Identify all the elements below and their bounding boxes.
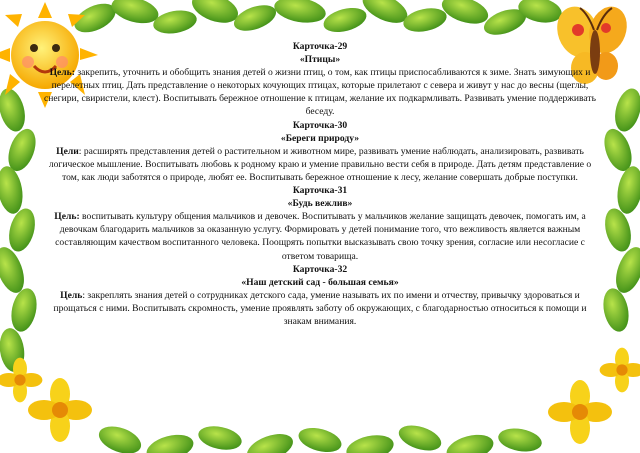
card-subtitle: «Птицы»	[299, 54, 341, 66]
card-title: Карточка-31	[292, 185, 348, 197]
card-goal	[40, 66, 600, 118]
goal-label: Цель	[60, 289, 83, 301]
goal-text: закрепить, уточнить и обобщить знания детей о жизни птиц, о том, как птицы приспосабливаются к зиме. Знать зимующих и перелетных птиц. Дать представление о некоторых кочующих птицах, которые прилетают с севера и живут у нас до весны (щеглы, снегири, свиристели, клест). Воспитывать бережное отношение к птицам, желание их подкармливать. Развивать умение поддерживать беседу.	[44, 67, 596, 118]
leaf-icon	[599, 86, 640, 334]
flower-icon	[548, 348, 640, 444]
goal-label: Цель:	[49, 67, 75, 79]
leaf-icon	[70, 0, 564, 40]
card-title: Карточка-32	[292, 263, 348, 275]
card-title: Карточка-29	[292, 41, 348, 52]
goal-label: Цель:	[54, 211, 80, 223]
goal-text: воспитывать культуру общения мальчиков и девочек. Воспитывать у мальчиков желание защищать девочек, помогать им, а девочкам благодарить мальчиков за оказанную услугу. Формировать у детей понимание того, что вежливость является важным составляющим качеством воспитанного человека. Поощрять попытки высказывать свою точку зрения, согласие или несогласие с ответом товарища.	[55, 211, 586, 262]
leaf-icon	[95, 421, 543, 453]
goal-label: Цели	[56, 145, 79, 157]
card-goal	[40, 289, 600, 328]
goal-text: : закреплять знания детей о сотрудниках детского сада, умение называть их по имени и отчеству, привычку здороваться и прощаться с ними. Воспитывать скромность, умение проявлять заботу об окружающих, с благодарностью относиться к помощи и знакам внимания.	[53, 289, 587, 327]
card-subtitle: «Береги природу»	[280, 132, 360, 144]
goal-text: : расширять представления детей о растительном и животном мире, развивать умение наблюдать, анализировать, развивать логическое мышление. Воспитывать любовь к родному краю и умение правильно вести себя в природе. Дать детям представление о том, как люди заботятся о природе, любят ее. Воспитывать бережное отношение к лесу, желание совершать добрые поступки.	[48, 145, 592, 183]
leaf-icon	[0, 86, 41, 374]
card-subtitle: «Будь вежлив»	[287, 198, 353, 210]
flower-icon	[0, 358, 92, 442]
card-29	[40, 40, 600, 119]
card-goal	[40, 145, 600, 184]
card-32	[40, 263, 600, 328]
cards-content	[40, 40, 600, 328]
card-31	[40, 184, 600, 263]
card-30	[40, 119, 600, 184]
card-subtitle: «Наш детский сад - большая семья»	[241, 276, 399, 288]
card-goal	[40, 210, 600, 262]
card-title: Карточка-30	[292, 119, 348, 131]
